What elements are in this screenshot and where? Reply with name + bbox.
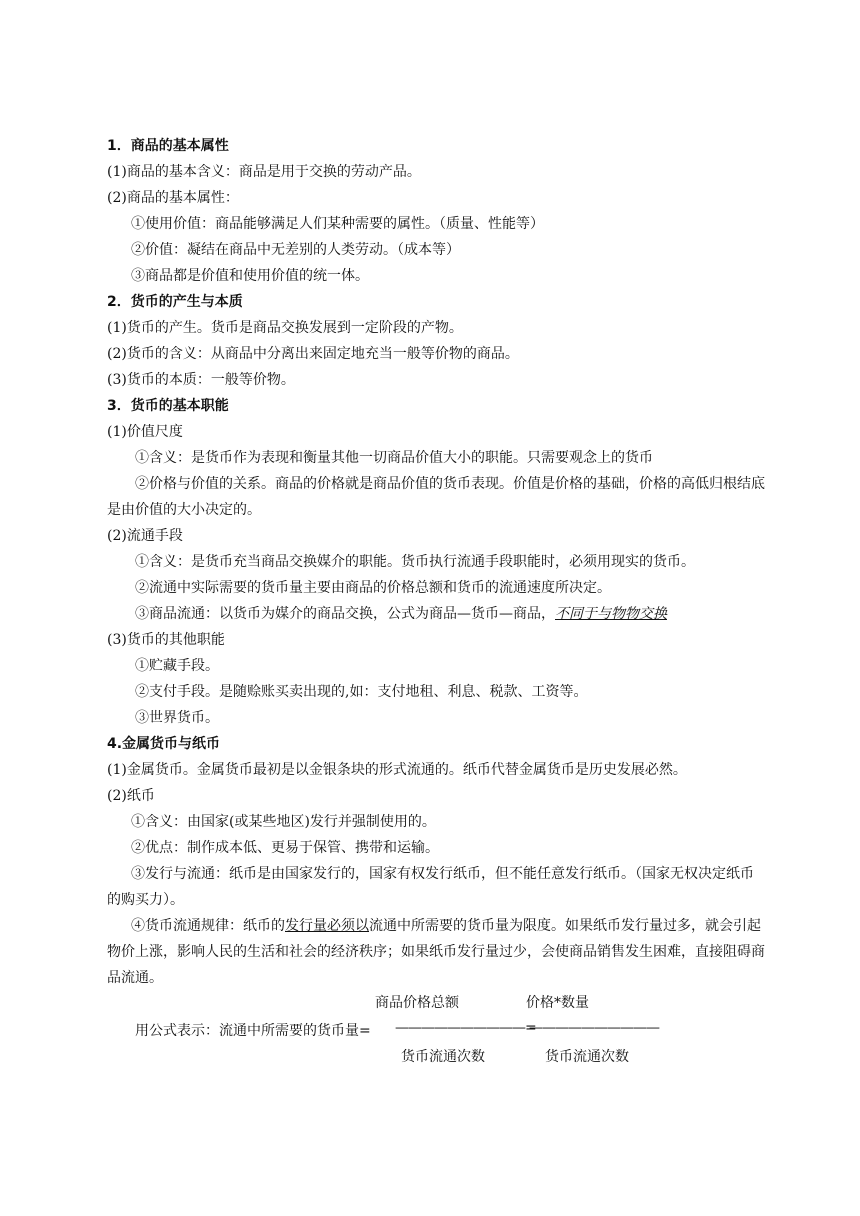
- s4-sub-d-text-1: ④货币流通规律：纸币的: [131, 918, 285, 934]
- s1-sub-a: ①使用价值：商品能够满足人们某种需要的属性。（质量、性能等）: [131, 216, 544, 232]
- s1-item-1: (1)商品的基本含义：商品是用于交换的劳动产品。: [107, 164, 421, 180]
- s3-item-3: (3)货币的其他职能: [107, 632, 225, 648]
- s3-item-1: (1)价值尺度: [107, 424, 183, 440]
- s4-sub-d: [107, 913, 767, 991]
- s4-item-2: (2)纸币: [107, 788, 155, 804]
- formula-fraction-bar-1: ——————————=: [395, 1020, 536, 1036]
- money-quantity-formula: [107, 990, 727, 1070]
- section-3-heading: 3．货币的基本职能: [107, 398, 229, 414]
- s3-item-2: (2)流通手段: [107, 528, 183, 544]
- formula-label: 用公式表示：流通中所需要的货币量=: [135, 1023, 371, 1039]
- s3-item-3-a: ①贮藏手段。: [135, 658, 219, 674]
- s3-item-3-c: ③世界货币。: [135, 710, 219, 726]
- section-2-heading: 2．货币的产生与本质: [107, 294, 243, 310]
- s3-item-2-c: [107, 601, 767, 627]
- s3-item-2-c-underlined: 不同于与物物交换: [555, 606, 667, 622]
- s2-item-2: (2)货币的含义：从商品中分离出来固定地充当一般等价物的商品。: [107, 346, 519, 362]
- formula-fraction-bar-2: ——————————: [529, 1020, 659, 1036]
- s3-item-1-a: ①含义：是货币作为表现和衡量其他一切商品价值大小的职能。只需要观念上的货币: [135, 450, 653, 466]
- s4-sub-d-underlined: 发行量必须以: [285, 918, 369, 934]
- formula-numerator-2: 价格*数量: [526, 995, 589, 1011]
- s3-item-2-b: ②流通中实际需要的货币量主要由商品的价格总额和货币的流通速度所决定。: [135, 580, 611, 596]
- formula-denominator-1: 货币流通次数: [401, 1049, 485, 1065]
- s4-item-1: (1)金属货币。金属货币最初是以金银条块的形式流通的。纸币代替金属货币是历史发展必然。: [107, 762, 687, 778]
- formula-denominator-2: 货币流通次数: [545, 1049, 629, 1065]
- s4-sub-a: ①含义：由国家(或某些地区)发行并强制使用的。: [131, 814, 436, 830]
- document-body: [107, 133, 767, 991]
- formula-numerator-1: 商品价格总额: [375, 995, 459, 1011]
- section-1-heading: 1．商品的基本属性: [107, 138, 229, 154]
- s3-item-2-c-text: ③商品流通：以货币为媒介的商品交换，公式为商品—货币—商品，: [135, 606, 555, 622]
- s4-sub-d-text-2: 流通中所需要的货币量为限度。如果纸币发行量过多，就会引起物价上涨，影响人民的生活和社会的经济秩序；如果纸币发行量过少，会使商品销售发生困难，直接阻碍商品流通。: [107, 918, 765, 986]
- s3-item-1-b: ②价格与价值的关系。商品的价格就是商品价值的货币表现。价值是价格的基础，价格的高低归根结底是由价值的大小决定的。: [107, 476, 765, 518]
- s2-item-3: (3)货币的本质：一般等价物。: [107, 372, 295, 388]
- s2-item-1: (1)货币的产生。货币是商品交换发展到一定阶段的产物。: [107, 320, 463, 336]
- s1-item-2: (2)商品的基本属性：: [107, 190, 239, 206]
- s1-sub-b: ②价值：凝结在商品中无差别的人类劳动。（成本等）: [131, 242, 460, 258]
- s4-sub-b: ②优点：制作成本低、更易于保管、携带和运输。: [131, 840, 439, 856]
- s3-item-3-b: ②支付手段。是随赊账买卖出现的,如：支付地租、利息、税款、工资等。: [135, 684, 588, 700]
- section-4-heading: 4.金属货币与纸币: [107, 736, 221, 752]
- s1-sub-c: ③商品都是价值和使用价值的统一体。: [131, 268, 369, 284]
- s4-sub-c: ③发行与流通：纸币是由国家发行的，国家有权发行纸币，但不能任意发行纸币。（国家无权决定纸币的购买力）。: [107, 866, 754, 908]
- s3-item-2-a: ①含义：是货币充当商品交换媒介的职能。货币执行流通手段职能时，必须用现实的货币。: [135, 554, 695, 570]
